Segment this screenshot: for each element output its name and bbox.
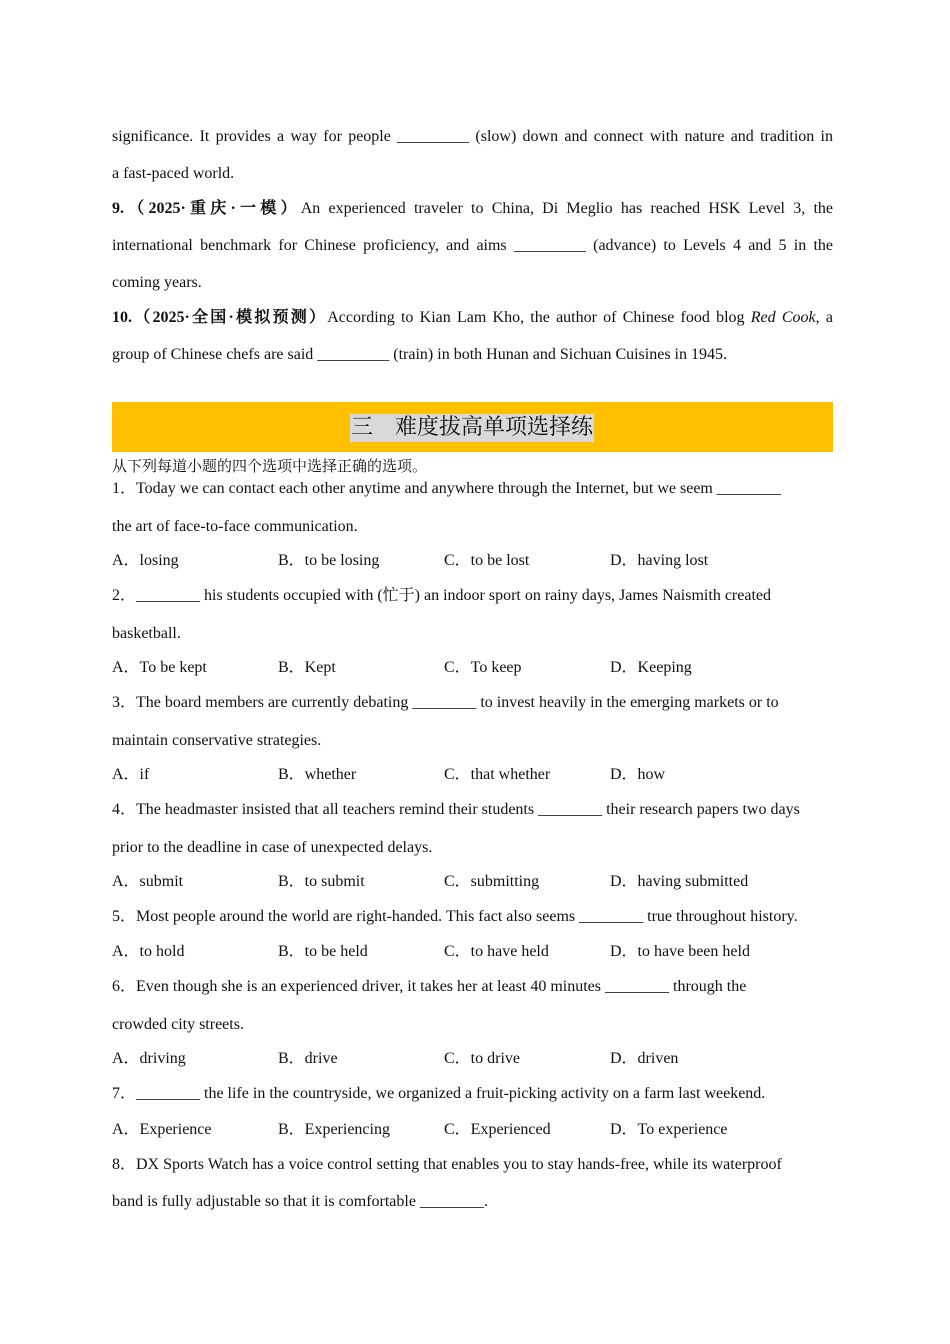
q10-line-1	[112, 308, 833, 328]
q9-line-2: international benchmark for Chinese proficiency, and aims _________ (advance) to Levels 4 and 5 in the	[112, 237, 833, 254]
q8-continuation-line-1: significance. It provides a way for people _________ (slow) down and connect with nature and tradition in	[112, 128, 833, 145]
question-2-option-d[interactable]: D．Keeping	[610, 659, 692, 676]
question-2-option-c[interactable]: C．To keep	[444, 659, 522, 676]
question-8-line-1: 8．DX Sports Watch has a voice control setting that enables you to stay hands-free, while its waterproof	[112, 1156, 782, 1173]
question-1-option-a[interactable]: A．losing	[112, 552, 179, 569]
question-5-option-d[interactable]: D．to have been held	[610, 943, 750, 960]
q9-source: （2025·重庆·一模）	[124, 200, 301, 217]
question-6-option-a[interactable]: A．driving	[112, 1050, 186, 1067]
question-6-option-c[interactable]: C．to drive	[444, 1050, 520, 1067]
q10-source: （2025·全国·模拟预测）	[132, 309, 328, 326]
question-3-option-c[interactable]: C．that whether	[444, 766, 551, 783]
question-1-option-c[interactable]: C．to be lost	[444, 552, 530, 569]
question-4-line-1: 4．The headmaster insisted that all teachers remind their students ________ their research papers two days	[112, 801, 800, 818]
q10-text-end: , a	[815, 309, 833, 326]
question-4-option-b[interactable]: B．to submit	[278, 873, 365, 890]
q10-line-2: group of Chinese chefs are said _________ (train) in both Hunan and Sichuan Cuisines in 1945.	[112, 346, 727, 363]
section-title: 三 难度拔高单项选择练	[351, 415, 594, 440]
question-6-line-2: crowded city streets.	[112, 1016, 244, 1033]
q10-number: 10.	[112, 309, 132, 326]
question-1-line-1: 1．Today we can contact each other anytime and anywhere through the Internet, but we seem ________	[112, 480, 781, 497]
question-5-option-b[interactable]: B．to be held	[278, 943, 368, 960]
question-7-option-c[interactable]: C．Experienced	[444, 1121, 551, 1138]
question-2-option-b[interactable]: B．Kept	[278, 659, 336, 676]
question-7-option-d[interactable]: D．To experience	[610, 1121, 728, 1138]
question-4-option-c[interactable]: C．submitting	[444, 873, 540, 890]
question-2-option-a[interactable]: A．To be kept	[112, 659, 207, 676]
question-5-option-a[interactable]: A．to hold	[112, 943, 185, 960]
q9-number: 9.	[112, 200, 124, 217]
question-6-line-1: 6．Even though she is an experienced driver, it takes her at least 40 minutes ________ through the	[112, 978, 747, 995]
question-3-line-1: 3．The board members are currently debating ________ to invest heavily in the emerging markets or to	[112, 694, 779, 711]
question-3-option-a[interactable]: A．if	[112, 766, 150, 783]
q9-line-3: coming years.	[112, 274, 202, 291]
q9-line-1	[112, 199, 833, 219]
question-1-line-2: the art of face-to-face communication.	[112, 518, 358, 535]
q9-text: An experienced traveler to China, Di Meglio has reached HSK Level 3, the	[300, 200, 834, 217]
question-1-option-b[interactable]: B．to be losing	[278, 552, 380, 569]
question-4-option-d[interactable]: D．having submitted	[610, 873, 749, 890]
question-6-option-d[interactable]: D．driven	[610, 1050, 679, 1067]
q10-text: According to Kian Lam Kho, the author of Chinese food blog	[327, 309, 745, 326]
question-1-option-d[interactable]: D．having lost	[610, 552, 709, 569]
question-5-line-1: 5．Most people around the world are right-handed. This fact also seems ________ true throughout history.	[112, 908, 798, 925]
question-6-option-b[interactable]: B．drive	[278, 1050, 338, 1067]
question-3-option-b[interactable]: B．whether	[278, 766, 357, 783]
q10-blog-name: Red Cook	[750, 309, 816, 326]
question-4-option-a[interactable]: A．submit	[112, 873, 184, 890]
question-2-line-2: basketball.	[112, 625, 181, 642]
question-7-line-1: 7．________ the life in the countryside, we organized a fruit-picking activity on a farm last weekend.	[112, 1085, 766, 1102]
question-8-line-2: band is fully adjustable so that it is comfortable ________.	[112, 1193, 488, 1210]
section-instruction: 从下列每道小题的四个选项中选择正确的选项。	[112, 457, 428, 475]
question-4-line-2: prior to the deadline in case of unexpected delays.	[112, 839, 433, 856]
question-2-line-1: 2．________ his students occupied with (忙于) an indoor sport on rainy days, James Naismith created	[112, 587, 771, 604]
question-7-option-a[interactable]: A．Experience	[112, 1121, 212, 1138]
question-3-option-d[interactable]: D．how	[610, 766, 666, 783]
q8-continuation-line-2: a fast-paced world.	[112, 165, 235, 182]
question-5-option-c[interactable]: C．to have held	[444, 943, 549, 960]
question-7-option-b[interactable]: B．Experiencing	[278, 1121, 390, 1138]
question-3-line-2: maintain conservative strategies.	[112, 732, 322, 749]
